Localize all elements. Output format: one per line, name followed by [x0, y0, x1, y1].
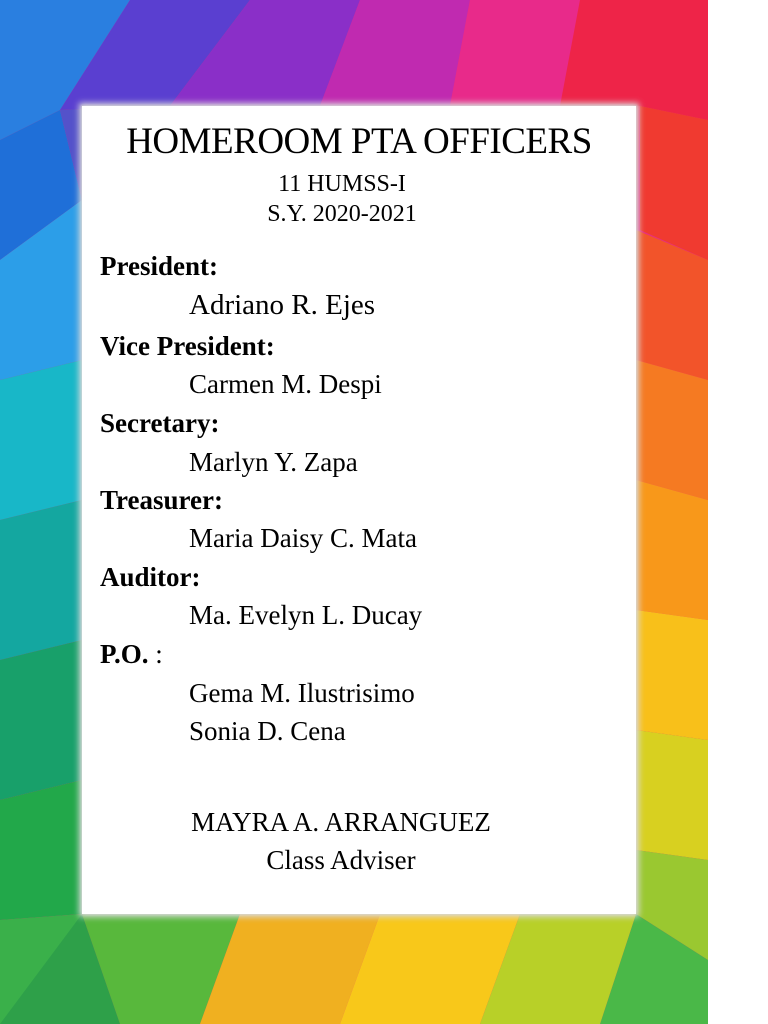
role-president: President:: [100, 251, 218, 281]
role-vice-president: Vice President:: [100, 331, 275, 361]
role-treasurer: Treasurer:: [100, 485, 223, 515]
role-po: [100, 638, 163, 670]
role-auditor: Auditor:: [100, 562, 201, 592]
role-po-colon: :: [148, 639, 163, 669]
officer-name-secretary: Marlyn Y. Zapa: [189, 447, 358, 477]
officer-name-treasurer: Maria Daisy C. Mata: [189, 523, 417, 553]
officer-name-vice-president: Carmen M. Despi: [189, 369, 382, 399]
role-secretary: Secretary:: [100, 408, 220, 438]
officer-name-po-1: Gema M. Ilustrisimo: [189, 678, 415, 708]
school-year-label: S.Y. 2020-2021: [267, 201, 417, 227]
section-label: 11 HUMSS-I: [278, 171, 406, 197]
officers-card: [82, 106, 636, 914]
officer-name-president: Adriano R. Ejes: [189, 289, 376, 321]
adviser-name: MAYRA A. ARRANGUEZ: [191, 807, 491, 837]
adviser-label: Class Adviser: [266, 845, 416, 875]
role-po-label: P.O.: [100, 639, 149, 669]
officer-name-auditor: Ma. Evelyn L. Ducay: [189, 600, 423, 630]
officer-name-po-2: Sonia D. Cena: [189, 716, 346, 746]
page-title: HOMEROOM PTA OFFICERS: [126, 121, 592, 162]
